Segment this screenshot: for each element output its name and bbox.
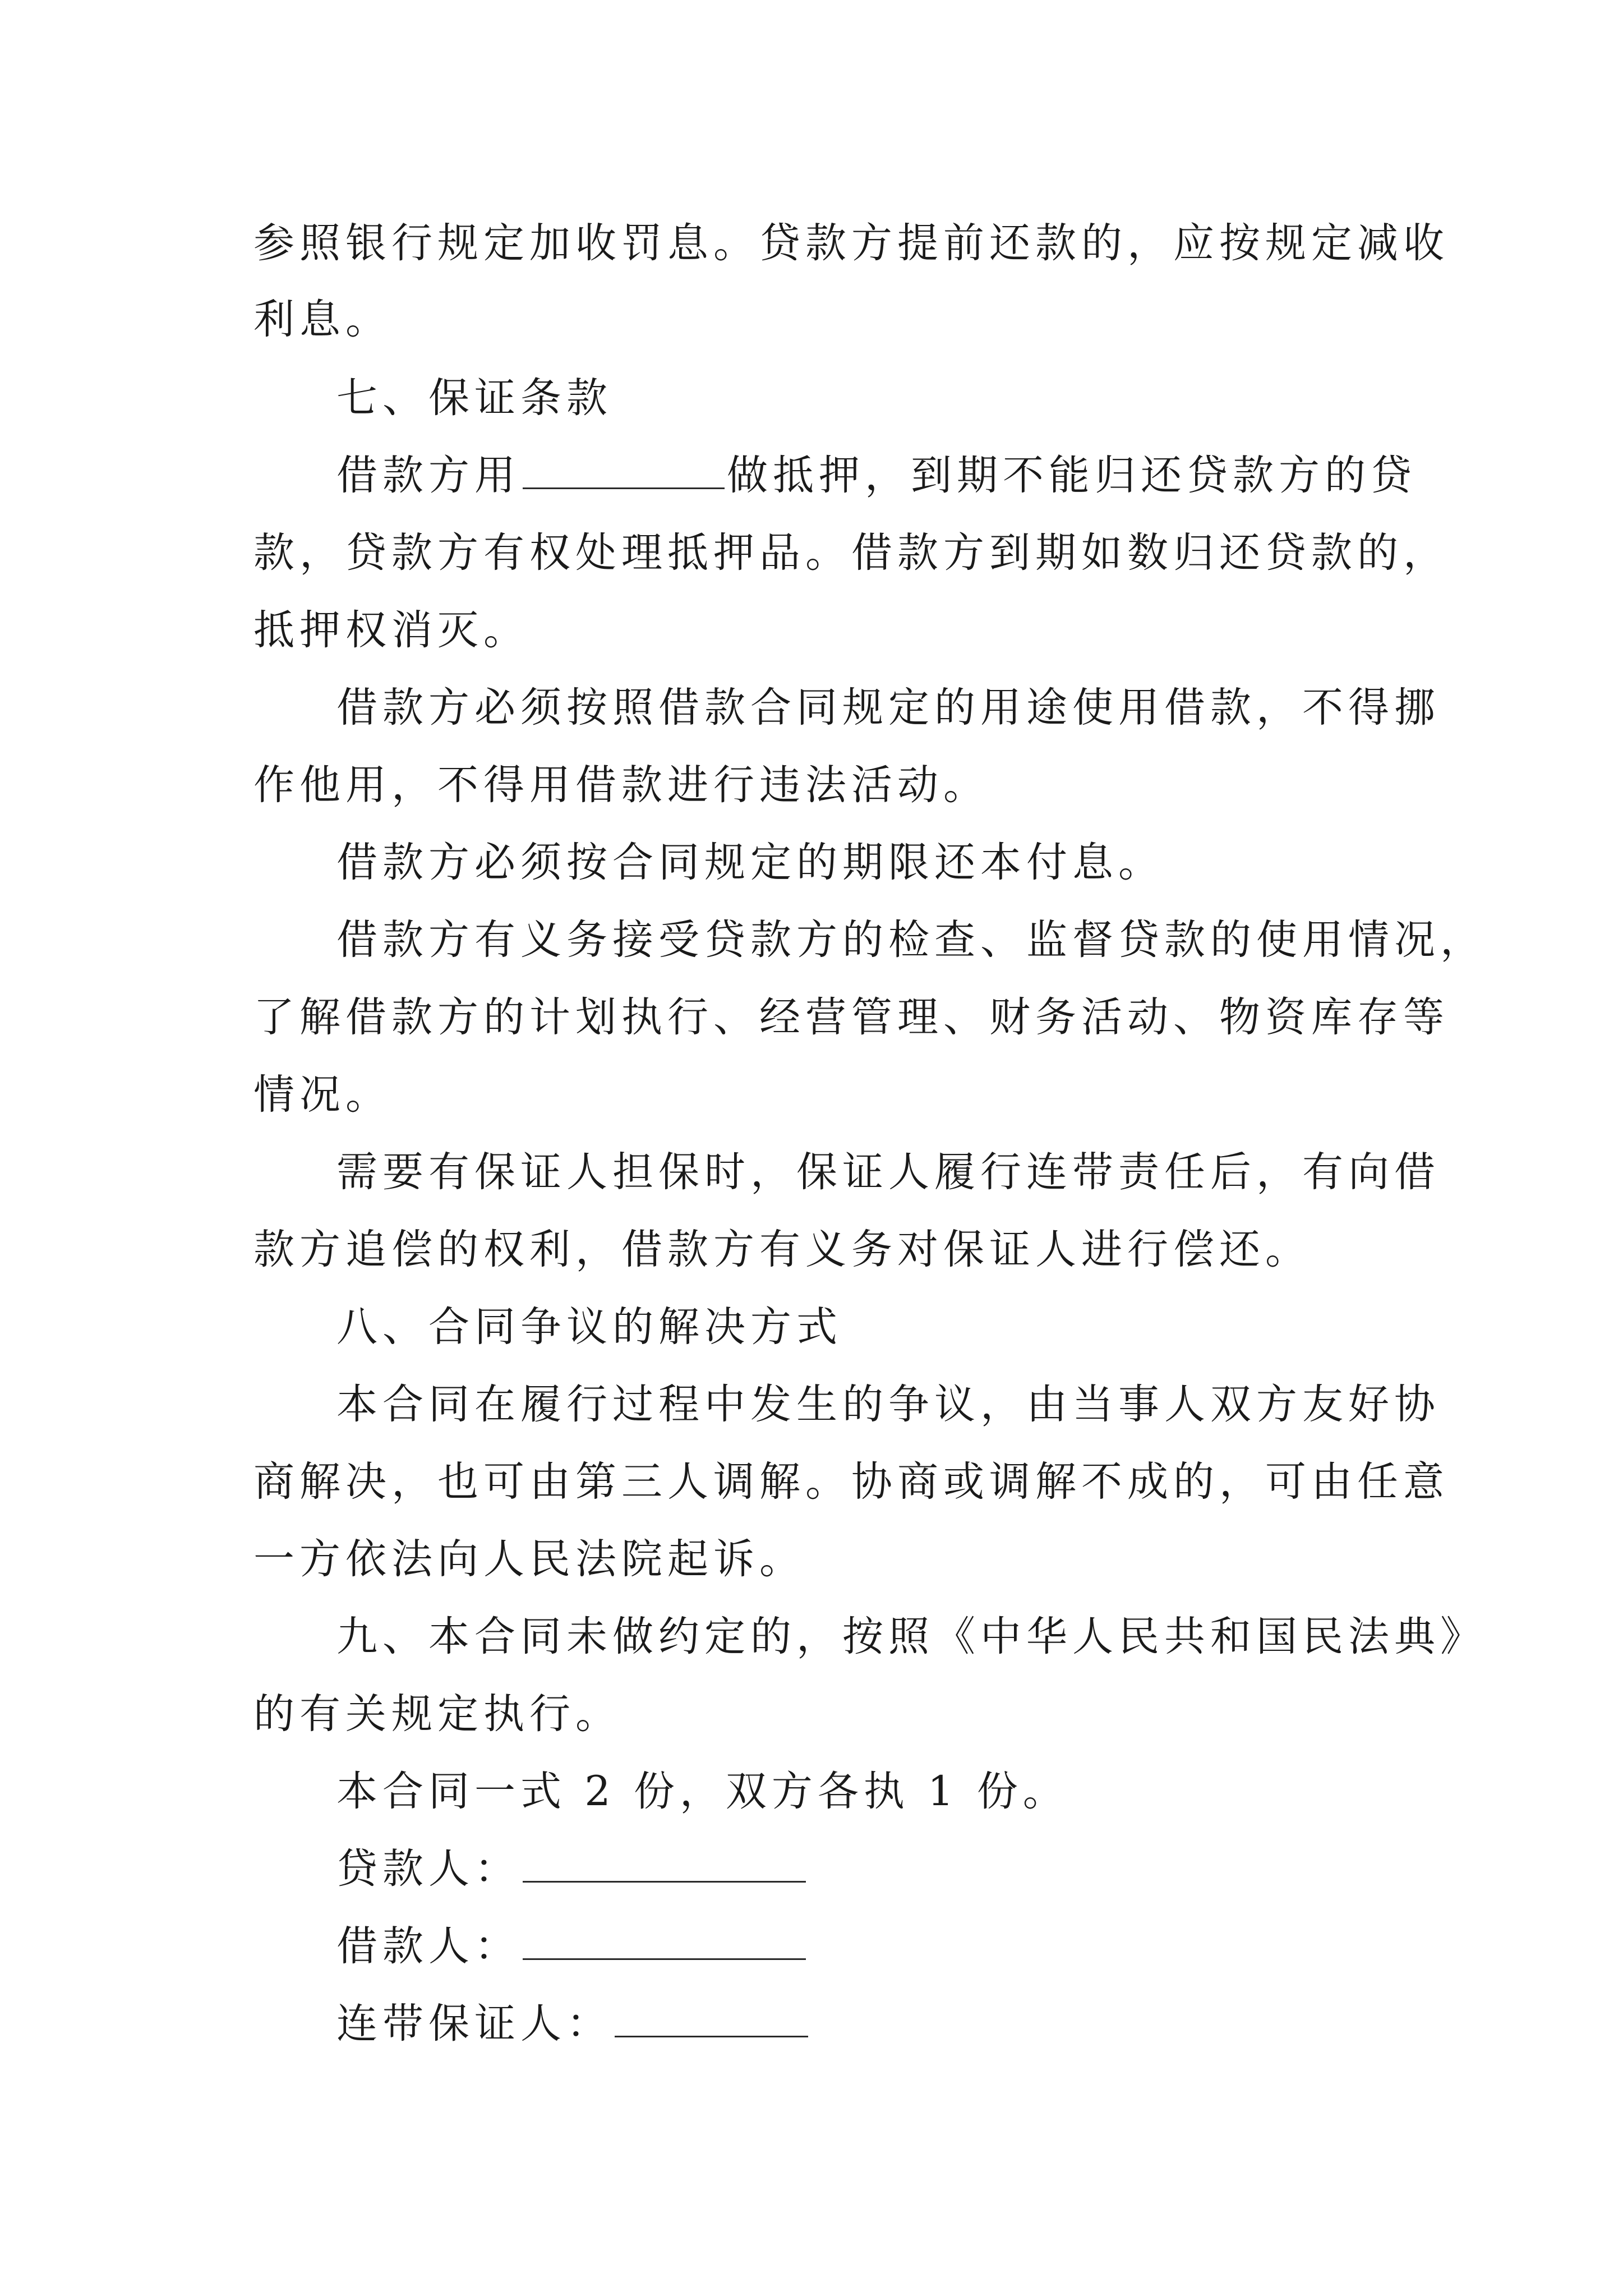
body-line: 的有关规定执行。	[253, 1690, 621, 1738]
signature-label: 贷款人：	[336, 1845, 520, 1893]
signature-blank	[615, 2002, 808, 2037]
body-line: 需要有保证人担保时，保证人履行连带责任后，有向借	[336, 1148, 1440, 1196]
body-line: 利息。	[253, 296, 391, 343]
body-line: 款方追偿的权利，借款方有义务对保证人进行偿还。	[253, 1226, 1311, 1273]
section-heading: 八、合同争议的解决方式	[336, 1303, 842, 1351]
signature-lender	[336, 1830, 1481, 1908]
signature-label: 借款人：	[336, 1922, 520, 1970]
body-line: 参照银行规定加收罚息。贷款方提前还款的，应按规定减收	[253, 219, 1449, 267]
body-line: 情况。	[253, 1071, 391, 1119]
body-line	[336, 436, 1481, 515]
signature-label: 连带保证人：	[336, 2000, 612, 2047]
section-heading: 七、保证条款	[336, 374, 612, 422]
body-line: 借款方必须按照借款合同规定的用途使用借款，不得挪	[336, 684, 1440, 731]
body-line: 商解决，也可由第三人调解。协商或调解不成的，可由任意	[253, 1458, 1449, 1506]
body-line: 款，贷款方有权处理抵押品。借款方到期如数归还贷款的，	[253, 529, 1449, 577]
section-heading: 九、本合同未做约定的，按照《中华人民共和国民法典》	[336, 1613, 1486, 1660]
body-line: 一方依法向人民法院起诉。	[253, 1535, 805, 1583]
body-line: 抵押权消灭。	[253, 606, 529, 654]
signature-blank	[523, 1847, 806, 1883]
signature-blank	[523, 1925, 806, 1960]
line-text: 做抵押，到期不能归还贷款方的贷	[727, 452, 1417, 499]
collateral-blank	[523, 454, 725, 489]
signature-borrower	[336, 1907, 1481, 1986]
body-line: 本合同一式 2 份，双方各执 1 份。	[336, 1768, 1069, 1815]
line-text: 借款方用	[336, 452, 520, 499]
body-line: 作他用，不得用借款进行违法活动。	[253, 761, 989, 809]
body-line: 了解借款方的计划执行、经营管理、财务活动、物资库存等	[253, 993, 1449, 1041]
body-line: 借款方有义务接受贷款方的检查、监督贷款的使用情况，	[336, 916, 1486, 964]
body-line: 借款方必须按合同规定的期限还本付息。	[336, 839, 1164, 886]
body-line: 本合同在履行过程中发生的争议，由当事人双方友好协	[336, 1381, 1440, 1428]
signature-guarantor	[336, 1985, 1481, 2063]
